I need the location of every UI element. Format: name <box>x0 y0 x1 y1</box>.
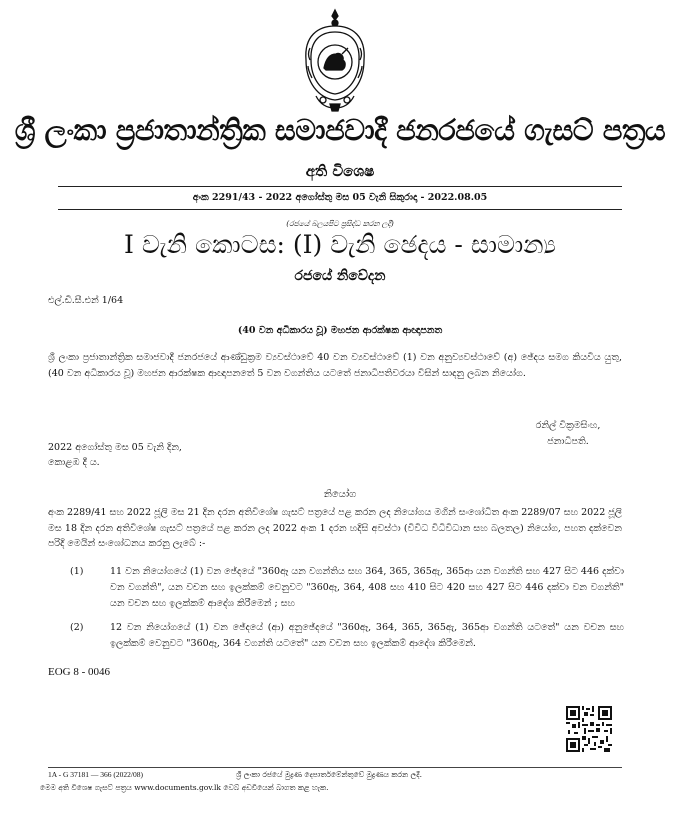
order-body: අංක 2289/41 සහ 2022 ජූලි මස 21 දින දරන අතිවිශේෂ ගැසට් පත්‍රයේ පළ කරන ලද නියෝගය මගින් සංශෝධිත අංක 2289/07 සහ 2022 ජූලි මස 18 දින දරන අතිවිශේෂ ගැසට් පත්‍රයේ පළ කරන ලද 2022 අංක 1 දරන හදිසි අවස්ථා (විවිධ විධිවිධාන සහ බලතල) නියෝග, පහත දක්වෙන පරිදි මෙයින් සංශෝධනය කරනු ලැබේ :- <box>48 507 622 549</box>
reference-number: එල්.ඩී.සී.එන් 1/64 <box>48 295 124 306</box>
signer-title: ජනාධිපති. <box>547 436 589 447</box>
item-number: (1) <box>70 566 84 577</box>
authority-note: (රජයේ බලයපිට ප්‍රසිද්ධ කරන ලදී) <box>286 219 394 228</box>
issue-line: අංක 2291/43 - 2022 අගෝස්තු මස 05 වැනි සිකුරාදා - 2022.08.05 <box>192 192 488 203</box>
gazette-masthead-title: ශ්‍රී ලංකා ප්‍රජාතාන්ත්‍රික සමාජවාදී ජනරජයේ ගැසට් පත්‍රය <box>14 113 666 147</box>
footer-printer: ශ්‍රී ලංකා රජයේ මුද්‍රණ දෙපාර්තමේන්තුවේ මුද්‍රණය කරන ලදී. <box>236 770 422 779</box>
footer-print-code: 1A - G 37181 — 366 (2022/08) <box>48 770 143 779</box>
qr-code-icon <box>566 706 612 752</box>
footer-divider <box>48 767 622 768</box>
section-title: රජයේ නිවේදන <box>294 268 386 284</box>
signature-block <box>508 418 628 450</box>
item-text: 11 වන නියෝගයේ (1) වන ඡේදයේ "360ඈ යන වගන්තිය සහ 364, 365, 365ඇ, 365ආ යන වගන්ති සහ 427 සිට 446 දක්වා වන වගන්ති", යන වචන සහ ඉලක්කම් වෙනුවට "360ඈ, 364, 408 සහ 410 සිට 420 සහ 427 සිට 446 දක්වා වන වගන්ති" යන වචන සහ ඉලක්කම් ආදේශ කිරීමෙන් ; සහ <box>110 566 624 609</box>
divider-top <box>58 186 622 187</box>
part-title: I වැනි කොටස: (I) වැනි ඡෙදය - සාමාන්‍ය <box>124 230 556 259</box>
footer-download-note: මෙම අති විශෙෂ ගැසට් පත්‍රය www.documents.gov.lk වෙබ් අඩවියෙන් බාගත කළ හැක. <box>40 783 329 792</box>
notice-preamble: ශ්‍රී ලංකා ප්‍රජාතාන්ත්‍රික සමාජවාදී ජනරජයේ ආණ්ඩුක්‍රම ව්‍යවස්ථාවේ 40 වන ව්‍යවස්ථාවේ (1) වන අනුව්‍යවස්ථාවේ (අ) ඡේදය සමග කියවිය යුතු, (40 වන අධිකාරය වූ) මහජන ආරක්ෂක ආඥාපනතේ 5 වන වගන්තිය යටතේ ජනාධිපතිවරයා විසින් සාදනු ලබන නියෝග. <box>48 352 622 379</box>
extraordinary-label: අති විශෙෂ <box>305 162 375 180</box>
notice-place: කොළඹ දී ය. <box>48 457 100 468</box>
order-title: නියෝග <box>323 489 357 500</box>
divider-bottom <box>58 209 622 210</box>
signer-name: රනිල් වික්‍රමසිංහ, <box>535 420 601 431</box>
item-number: (2) <box>70 622 84 633</box>
sri-lanka-emblem-icon <box>296 8 374 114</box>
eog-code: EOG 8 - 0046 <box>48 666 111 678</box>
item-text: 12 වන නියෝගයේ (1) වන ඡේදයේ (ආ) අනුඡේදයේ "360ඈ, 364, 365, 365ඇ, 365ආ වගන්ති යටතේ" යන වචන සහ ඉලක්කම් වෙනුවට "360ඈ, 364 වගන්ති යටතේ" යන වචන සහ ඉලක්කම් ආදේශ කිරීමෙන්. <box>110 622 624 649</box>
date-place-block <box>48 440 182 470</box>
notice-heading: (40 වන අධිකාරය වූ) මහජන ආරක්ෂක ආඥාපනත <box>237 325 443 336</box>
notice-date: 2022 අගෝස්තු මස 05 වැනි දින, <box>48 442 182 453</box>
